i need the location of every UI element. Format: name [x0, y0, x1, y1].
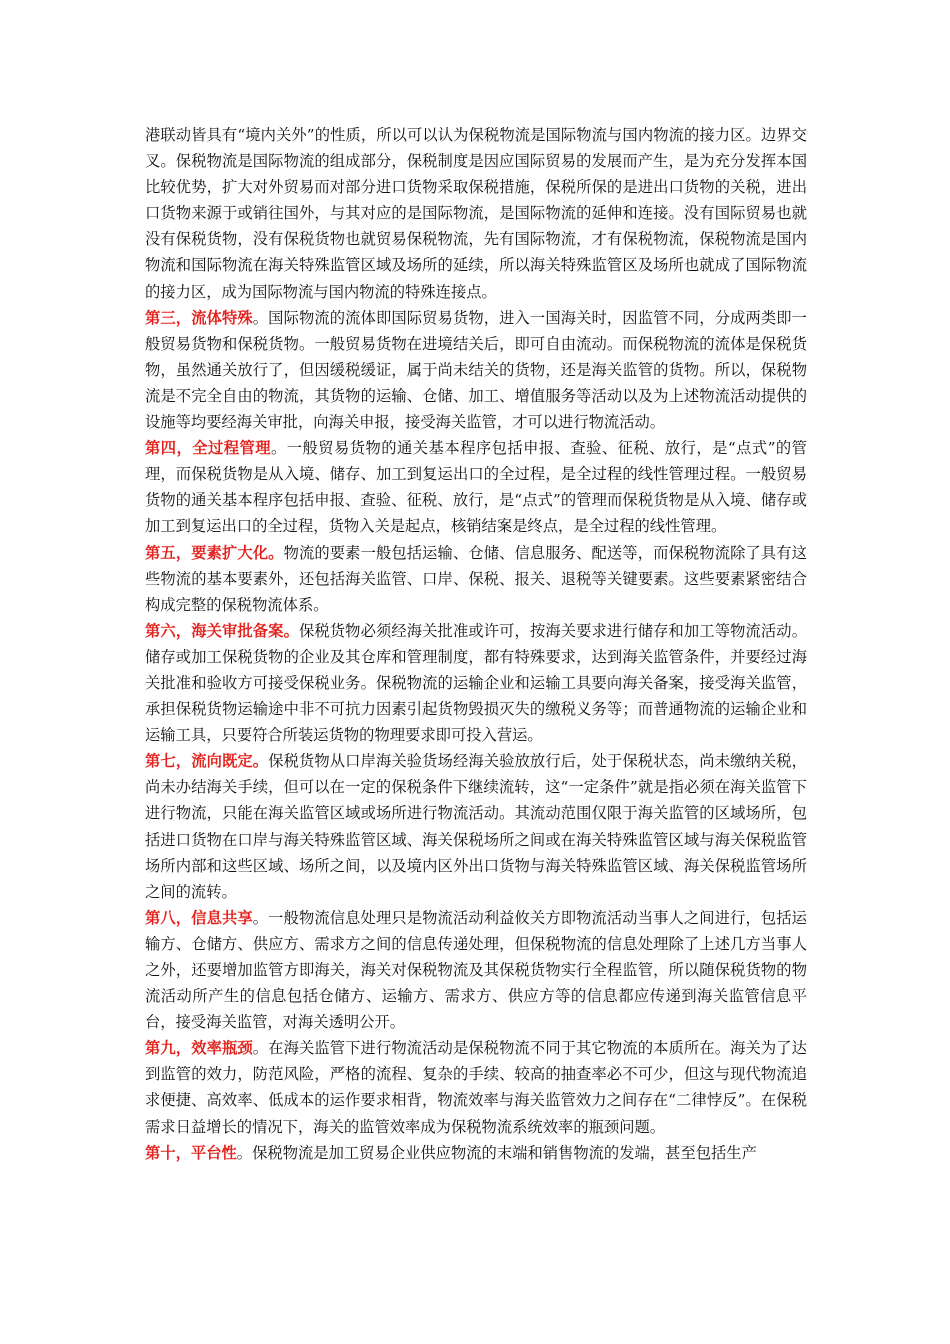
paragraph-heading: 第十，平台性	[145, 1143, 237, 1162]
paragraph-heading: 第九，效率瓶颈	[145, 1039, 253, 1058]
paragraph-sixth	[145, 618, 807, 748]
paragraph-heading: 第四，全过程管理	[145, 439, 272, 458]
paragraph-text: 。一般物流信息处理只是物流活动利益攸关方即物流活动当事人之间进行，包括运输方、仓储方、供应方、需求方之间的信息传递处理，但保税物流的信息处理除了上述几方当事人之外，还要增加监管方即海关，海关对保税物流及其保税货物实行全程监管，所以随保税货物的物流活动所产生的信息包括仓储方、运输方、需求方、供应方等的信息都应传递到海关监管信息平台，接受海关监管，对海关透明公开。	[145, 908, 807, 1032]
paragraph-heading: 第六，海关审批备案。	[145, 621, 299, 640]
paragraph-fourth	[145, 435, 807, 539]
paragraph-text: 保税货物必须经海关批准或许可，按海关要求进行储存和加工等物流活动。储存或加工保税货物的企业及其仓库和管理制度，都有特殊要求，达到海关监管条件，并要经过海关批准和验收方可接受保税业务。保税物流的运输企业和运输工具要向海关备案，接受海关监管，承担保税货物运输途中非不可抗力因素引起货物毁损灭失的缴税义务等；而普通物流的运输企业和运输工具，只要符合所装运货物的物理要求即可投入营运。	[145, 621, 807, 745]
paragraph-text: 保税货物从口岸海关验货场经海关验放放行后，处于保税状态，尚未缴纳关税，尚未办结海关手续，但可以在一定的保税条件下继续流转，这“一定条件”就是指必须在海关监管下进行物流，只能在海关监管区域或场所进行物流活动。其流动范围仅限于海关监管的区域场所，包括进口货物在口岸与海关特殊监管区域、海关保税场所之间或在海关特殊监管区域与海关保税监管场所内部和这些区域、场所之间，以及境内区外出口货物与海关特殊监管区域、海关保税监管场所之间的流转。	[145, 752, 807, 901]
paragraph-intro	[145, 122, 807, 305]
paragraph-heading: 第八，信息共享	[145, 908, 253, 927]
paragraph-text: 。在海关监管下进行物流活动是保税物流不同于其它物流的本质所在。海关为了达到监管的效力，防范风险，严格的流程、复杂的手续、较高的抽查率必不可少，但这与现代物流追求便捷、高效率、低成本的运作要求相背，物流效率与海关监管效力之间存在“二律悖反”。在保税需求日益增长的情况下，海关的监管效率成为保税物流系统效率的瓶颈问题。	[145, 1039, 807, 1136]
paragraph-tenth	[145, 1140, 807, 1166]
paragraph-third	[145, 305, 807, 435]
paragraph-text: 。一般贸易货物的通关基本程序包括申报、查验、征税、放行，是“点式”的管理，而保税货物是从入境、储存、加工到复运出口的全过程，是全过程的线性管理过程。一般贸易货物的通关基本程序包括申报、查验、征税、放行，是“点式”的管理而保税货物是从入境、储存或加工到复运出口的全过程，货物入关是起点，核销结案是终点，是全过程的线性管理。	[145, 439, 807, 536]
paragraph-text: 。保税物流是加工贸易企业供应物流的末端和销售物流的发端，甚至包括生产	[236, 1143, 757, 1162]
paragraph-fifth	[145, 540, 807, 618]
document-body	[145, 122, 807, 1166]
paragraph-heading: 第五，要素扩大化。	[145, 543, 284, 562]
paragraph-heading: 第三，流体特殊	[145, 308, 253, 327]
paragraph-eighth	[145, 905, 807, 1035]
paragraph-ninth	[145, 1035, 807, 1139]
paragraph-text: 港联动皆具有“境内关外”的性质，所以可以认为保税物流是国际物流与国内物流的接力区。边界交叉。保税物流是国际物流的组成部分，保税制度是因应国际贸易的发展而产生，是为充分发挥本国比较优势，扩大对外贸易而对部分进口货物采取保税措施，保税所保的是进出口货物的关税，进出口货物来源于或销往国外，与其对应的是国际物流，是国际物流的延伸和连接。没有国际贸易也就没有保税货物，没有保税货物也就贸易保税物流，先有国际物流，才有保税物流，保税物流是国内物流和国际物流在海关特殊监管区域及场所的延续，所以海关特殊监管区及场所也就成了国际物流的接力区，成为国际物流与国内物流的特殊连接点。	[145, 126, 807, 301]
paragraph-seventh	[145, 748, 807, 905]
paragraph-heading: 第七，流向既定。	[145, 752, 269, 771]
paragraph-text: 物流的要素一般包括运输、仓储、信息服务、配送等，而保税物流除了具有这些物流的基本要素外，还包括海关监管、口岸、保税、报关、退税等关键要素。这些要素紧密结合构成完整的保税物流体系。	[145, 543, 807, 614]
paragraph-text: 。国际物流的流体即国际贸易货物，进入一国海关时，因监管不同，分成两类即一般贸易货物和保税货物。一般贸易货物在进境结关后，即可自由流动。而保税物流的流体是保税货物，虽然通关放行了，但因缓税缓证，属于尚未结关的货物，还是海关监管的货物。所以，保税物流是不完全自由的物流，其货物的运输、仓储、加工、增值服务等活动以及为上述物流活动提供的设施等均要经海关审批，向海关申报，接受海关监管，才可以进行物流活动。	[145, 308, 807, 432]
